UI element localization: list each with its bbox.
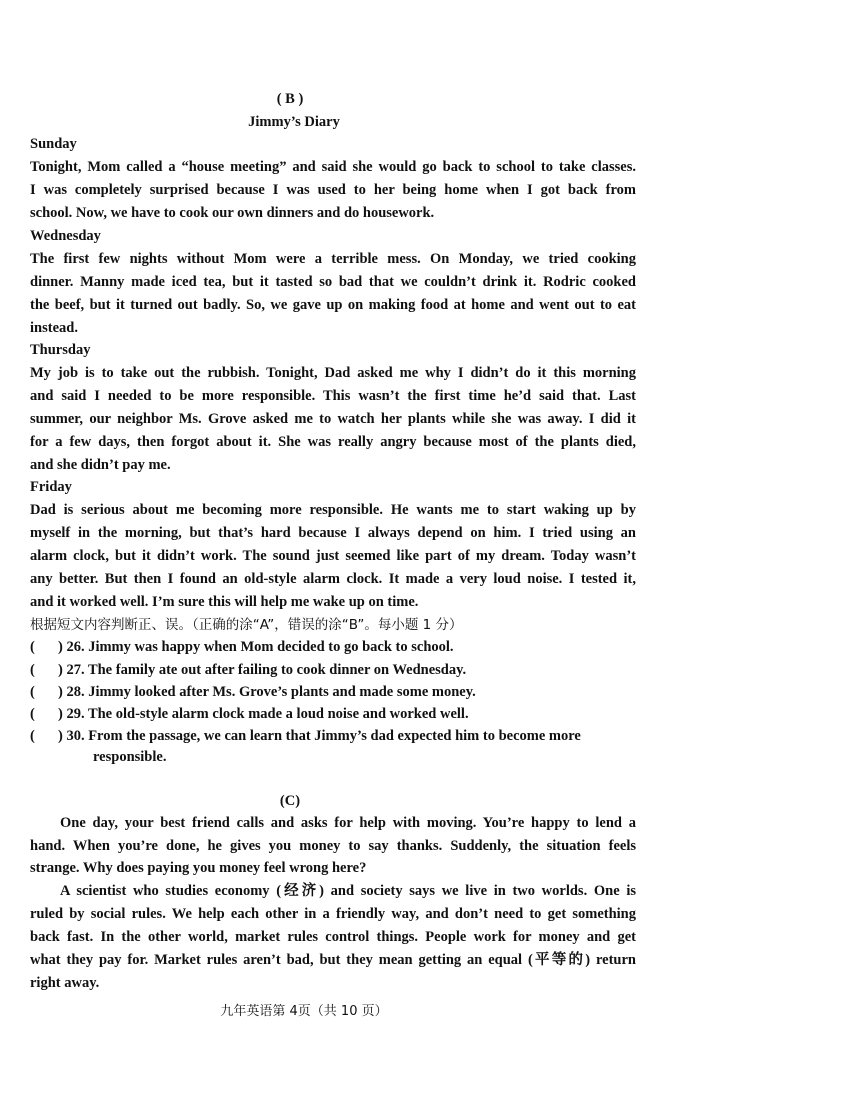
diary-line: and she didn’t pay me.	[30, 457, 171, 473]
day-heading-sunday: Sunday	[30, 136, 77, 152]
diary-line: and it worked well. I’m sure this will help me wake up on time.	[30, 594, 419, 610]
section-c-label: (C)	[279, 793, 301, 809]
question-27: ) 27. The family ate out after failing to cook dinner on Wednesday.	[58, 662, 467, 678]
day-heading-friday: Friday	[30, 479, 72, 495]
passage-line: ruled by social rules. We help each other in a friendly way, and don’t need to get something	[30, 906, 636, 922]
day-heading-wednesday: Wednesday	[30, 228, 101, 244]
diary-title: Jimmy’s Diary	[248, 114, 340, 130]
passage-line: A scientist who studies economy (经济) and society says we live in two worlds. One is	[60, 883, 636, 899]
question-30: ) 30. From the passage, we can learn that Jimmy’s dad expected him to become more	[58, 728, 581, 744]
question-30-continued: responsible.	[93, 749, 167, 765]
diary-line: and said I needed to be more responsible. This wasn’t the first time he’d said that. Last	[30, 388, 636, 404]
question-26: ) 26. Jimmy was happy when Mom decided to go back to school.	[58, 639, 454, 655]
answer-bracket[interactable]: (	[30, 706, 35, 722]
diary-line: the beef, but it turned out badly. So, we gave up on making food at home and went out to eat	[30, 297, 636, 313]
diary-line: for a few days, then forgot about it. She was really angry because most of the plants died,	[30, 434, 636, 450]
diary-line: instead.	[30, 320, 78, 336]
diary-line: any better. But then I found an old-style alarm clock. It made a very loud noise. I tested it,	[30, 571, 636, 587]
answer-bracket[interactable]: (	[30, 728, 35, 744]
question-29: ) 29. The old-style alarm clock made a loud noise and worked well.	[58, 706, 469, 722]
passage-line: right away.	[30, 975, 100, 991]
answer-bracket[interactable]: (	[30, 684, 35, 700]
page-footer: 九年英语第 4页（共 10 页）	[220, 1004, 388, 1019]
diary-line: alarm clock, but it didn’t work. The sound just seemed like part of my dream. Today wasn’t	[30, 548, 636, 564]
diary-line: summer, our neighbor Ms. Grove asked me to watch her plants while she was away. I did it	[30, 411, 636, 427]
passage-line: what they pay for. Market rules aren’t bad, but they mean getting an equal (平等的) return	[30, 952, 636, 968]
section-b-label: ( B )	[276, 91, 304, 107]
passage-line: One day, your best friend calls and asks for help with moving. You’re happy to lend a	[60, 815, 636, 831]
diary-line: My job is to take out the rubbish. Tonight, Dad asked me why I didn’t do it this morning	[30, 365, 636, 381]
diary-line: Tonight, Mom called a “house meeting” and said she would go back to school to take classes.	[30, 159, 636, 175]
diary-line: school. Now, we have to cook our own dinners and do housework.	[30, 205, 435, 221]
diary-line: I was completely surprised because I was used to her being home when I got back from	[30, 182, 636, 198]
diary-line: Dad is serious about me becoming more responsible. He wants me to start waking up by	[30, 502, 636, 518]
diary-line: The first few nights without Mom were a terrible mess. On Monday, we tried cooking	[30, 251, 636, 267]
day-heading-thursday: Thursday	[30, 342, 91, 358]
diary-line: myself in the morning, but that’s hard because I always depend on him. I tried using an	[30, 525, 636, 541]
diary-line: dinner. Manny made iced tea, but it tasted so bad that we couldn’t drink it. Rodric cooked	[30, 274, 636, 290]
answer-bracket[interactable]: (	[30, 639, 35, 655]
answer-bracket[interactable]: (	[30, 662, 35, 678]
question-instruction: 根据短文内容判断正、误。（正确的涂“A”，错误的涂“B”。每小题 1 分）	[30, 617, 463, 633]
passage-line: hand. When you’re done, he gives you money to say thanks. Suddenly, the situation feels	[30, 838, 636, 854]
passage-line: back fast. In the other world, market rules control things. People work for money and get	[30, 929, 636, 945]
passage-line: strange. Why does paying you money feel wrong here?	[30, 860, 367, 876]
question-28: ) 28. Jimmy looked after Ms. Grove’s plants and made some money.	[58, 684, 476, 700]
